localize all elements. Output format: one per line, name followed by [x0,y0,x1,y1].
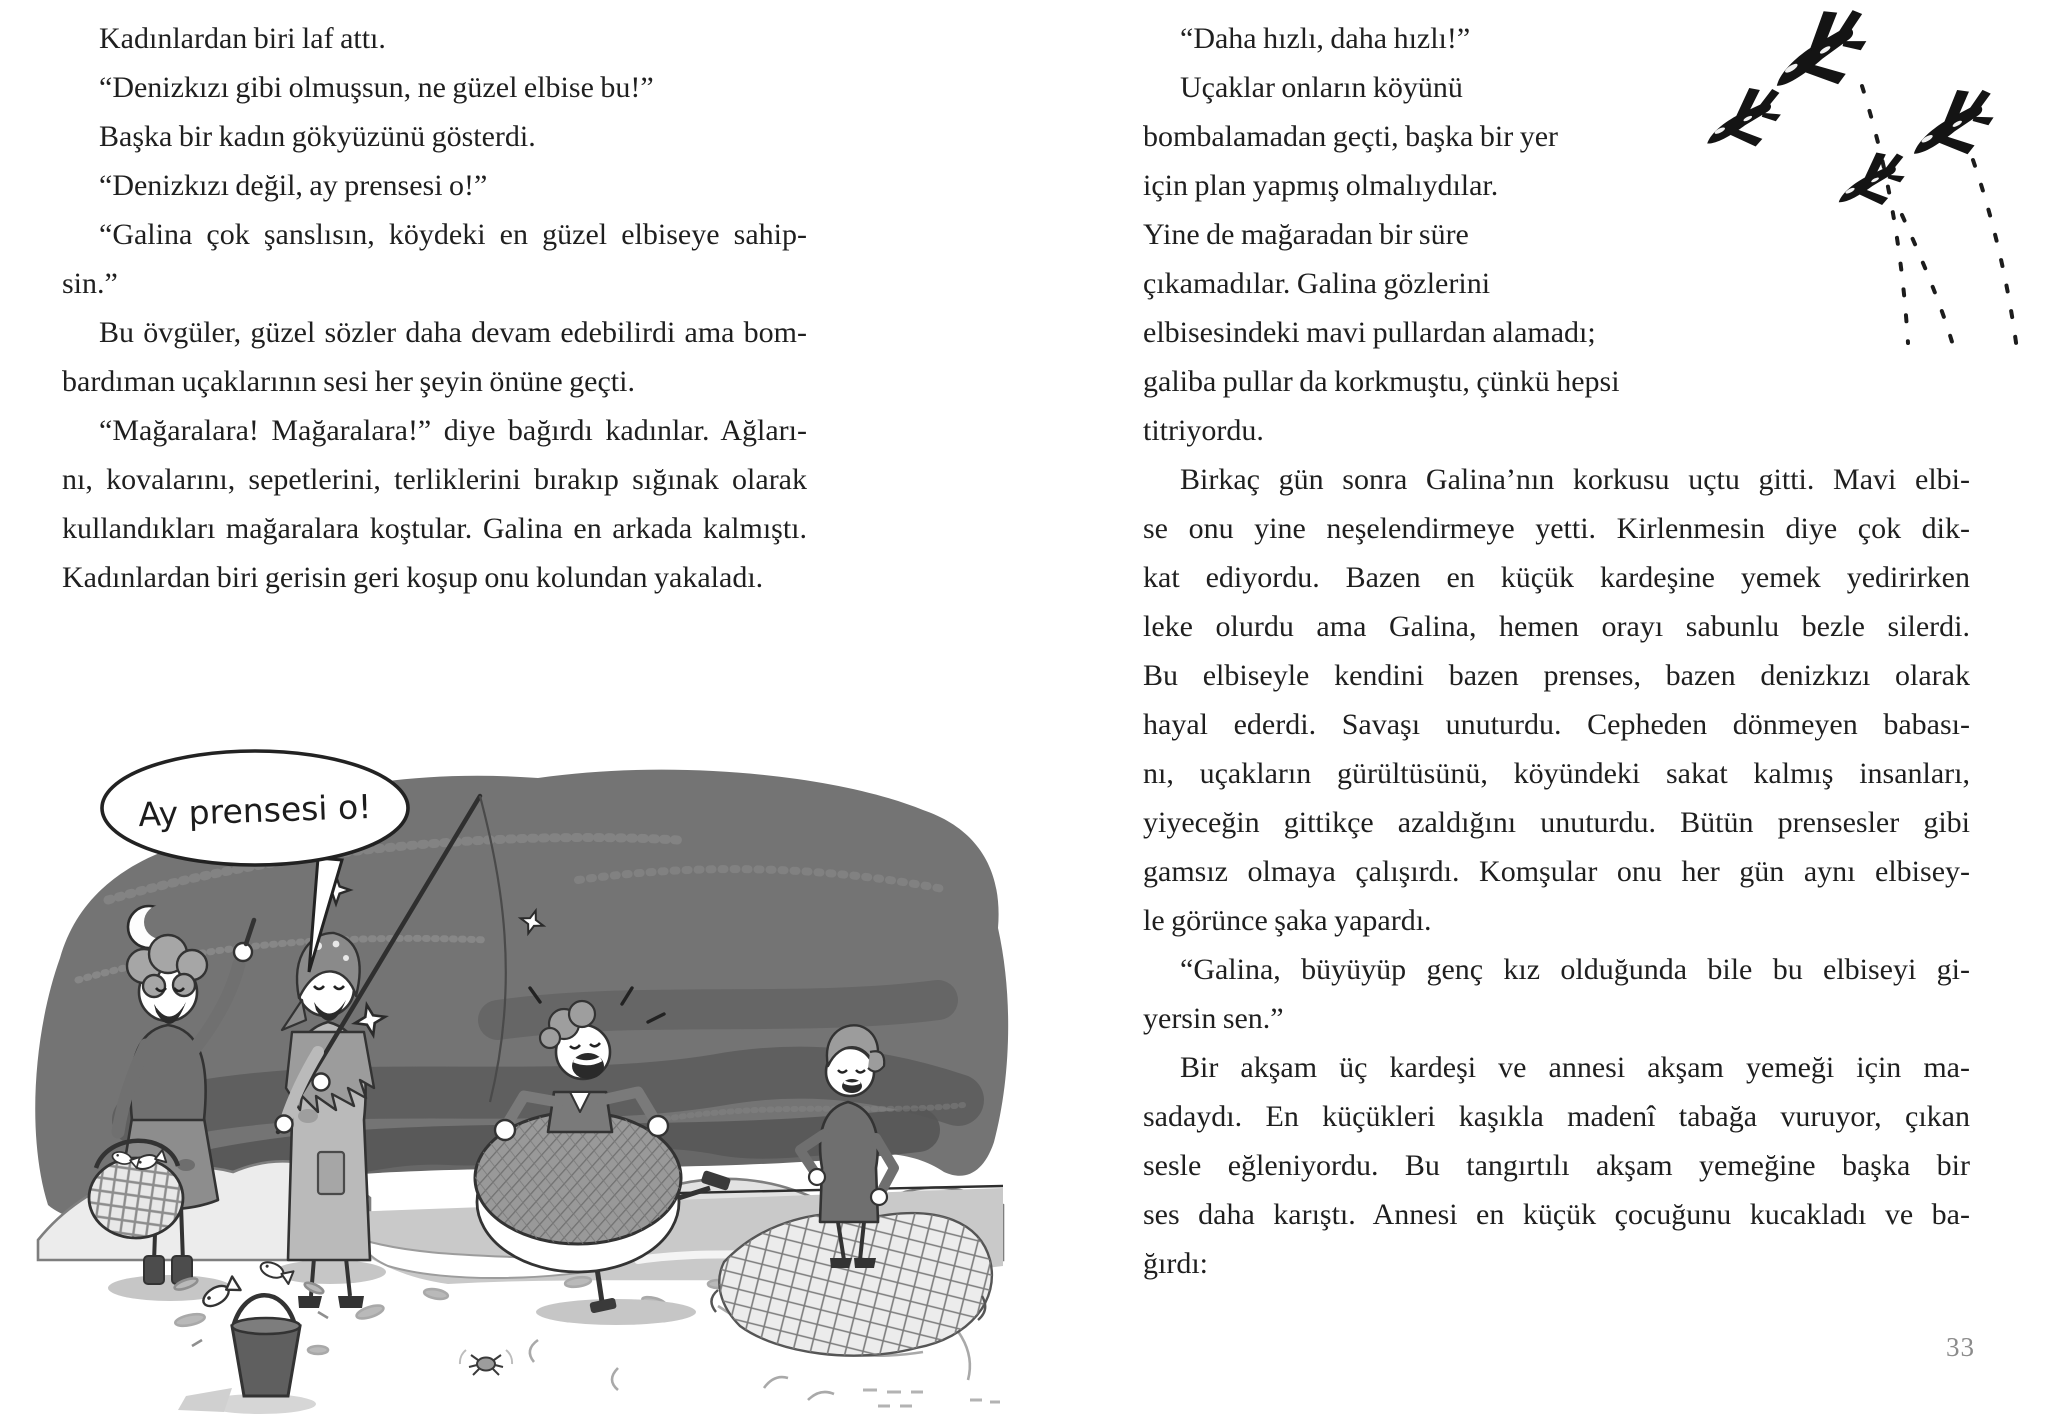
text-line: le görünce şaka yapardı. [1143,904,1432,937]
left-page-text [62,14,807,602]
speech-bubble-text: Ay prensesi o! [137,786,373,835]
airplanes-illustration [1655,8,2053,378]
text-line: ses daha karıştı. Annesi en küçük çocuğunu kucakladı ve ba- [1143,1198,1970,1231]
text-line: bardıman uçaklarının sesi her şeyin önüne geçti. [62,365,635,398]
text-line: Bu elbiseyle kendini bazen prenses, bazen denizkızı olarak [1143,659,1970,692]
text-line: titriyordu. [1143,414,1264,447]
text-line: yiyeceğin gittikçe azaldığını unuturdu. Bütün prensesler gibi [1143,806,1970,839]
text-line: gamsız olmaya çalışırdı. Komşular onu her gün aynı elbisey- [1143,855,1970,888]
text-line: “Galina, büyüyüp genç kız olduğunda bile bu elbiseyi gi- [1180,953,1970,986]
text-line: “Mağaralara! Mağaralara!” diye bağırdı kadınlar. Ağları- [99,414,807,447]
text-line: ğırdı: [1143,1247,1208,1280]
text-line: sadaydı. En küçükleri kaşıkla madenî tabağa vuruyor, çıkan [1143,1100,1970,1133]
text-line: hayal ederdi. Savaşı unuturdu. Cepheden dönmeyen babası- [1143,708,1970,741]
text-line: Bir akşam üç kardeşi ve annesi akşam yemeği için ma- [1180,1051,1970,1084]
text-line: sesle eğleniyordu. Bu tangırtılı akşam yemeğine başka bir [1143,1149,1970,1182]
text-line: nı, kovalarını, sepetlerini, terliklerini bırakıp sığınak olarak [62,463,807,496]
text-line: Başka bir kadın gökyüzünü gösterdi. [99,120,536,153]
beach-illustration [18,700,1023,1417]
text-line: nı, uçakların gürültüsünü, köyündeki sakat kalmış insanları, [1143,757,1970,790]
text-line: “Denizkızı gibi olmuşsun, ne güzel elbise bu!” [99,71,654,104]
text-line: sin.” [62,267,118,300]
crab-icon [460,1350,512,1375]
text-line: elbisesindeki mavi pullardan alamadı; [1143,316,1596,349]
plane-icon [1693,77,1796,166]
text-line: bombalamadan geçti, başka bir yer [1143,120,1559,153]
plane-icon [1897,76,2011,177]
plane-icon [1826,142,1918,221]
text-line: kullandıkları mağaralara koştular. Galina en arkada kalmıştı. [62,512,807,545]
text-line: için plan yapmış olmalıydılar. [1143,169,1499,202]
text-line: leke olurdu ama Galina, hemen orayı sabunlu bezle silerdi. [1143,610,1970,643]
bucket [173,1259,328,1414]
text-line: Birkaç gün sonra Galina’nın korkusu uçtu gitti. Mavi elbi- [1180,463,1970,496]
text-line: Kadınlardan biri gerisin geri koşup onu kolundan yakaladı. [62,561,764,594]
text-line: galiba pullar da korkmuştu, çünkü hepsi [1143,365,1620,398]
text-line: “Daha hızlı, daha hızlı!” [1180,22,1471,55]
text-line: çıkamadılar. Galina gözlerini [1143,267,1491,300]
text-line: Uçaklar onların köyünü [1180,71,1463,104]
page-number: 33 [1946,1332,1975,1362]
text-line: se onu yine neşelendirmeye yetti. Kirlenmesin diye çok dik- [1143,512,1970,545]
text-line: Bu övgüler, güzel sözler daha devam edebilirdi ama bom- [99,316,807,349]
text-line: “Galina çok şanslısın, köydeki en güzel elbiseye sahip- [99,218,807,251]
text-line: yersin sen.” [1143,1002,1284,1035]
text-line: Yine de mağaradan bir süre [1143,218,1469,251]
text-line: “Denizkızı değil, ay prensesi o!” [99,169,488,202]
text-line: Kadınlardan biri laf attı. [99,22,386,55]
text-line: kat ediyordu. Bazen en küçük kardeşine yemek yedirirken [1143,561,1970,594]
